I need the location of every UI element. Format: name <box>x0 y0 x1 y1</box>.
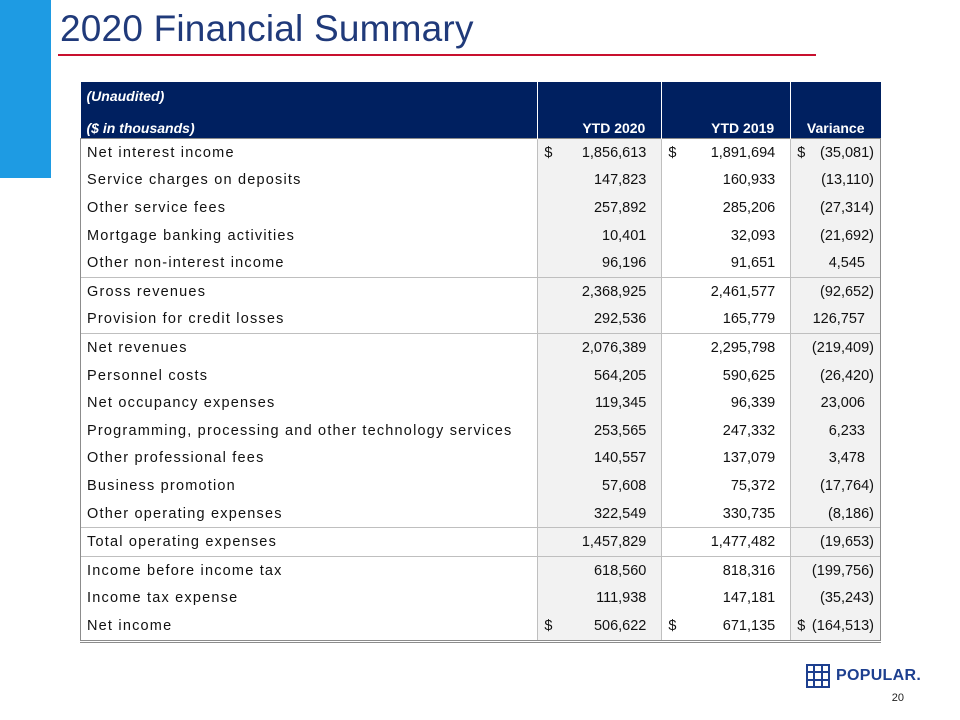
variance-value: (21,692) <box>819 227 874 244</box>
table-row <box>81 277 881 305</box>
ytd-2020-value-cell <box>538 222 662 250</box>
financial-summary-table <box>80 82 881 643</box>
ytd-2019-value: 2,295,798 <box>710 339 776 356</box>
variance-value: (27,314) <box>819 199 874 216</box>
ytd-2020-value-cell <box>538 334 662 362</box>
variance-value-cell <box>791 556 881 584</box>
ytd-2020-value-cell <box>538 417 662 445</box>
ytd-2019-value: 590,625 <box>722 367 776 384</box>
table-row <box>81 389 881 417</box>
ytd-2019-value-cell <box>662 139 791 167</box>
currency-symbol: $ <box>797 617 806 634</box>
variance-value: (199,756) <box>811 562 874 579</box>
ytd-2020-value-cell <box>538 389 662 417</box>
ytd-2019-value: 75,372 <box>730 477 776 494</box>
title-divider <box>58 54 816 56</box>
table-row <box>81 556 881 584</box>
ytd-2020-value: 57,608 <box>602 477 647 494</box>
ytd-2019-value-cell <box>662 472 791 500</box>
popular-logo-text: POPULAR. <box>836 667 922 684</box>
ytd-2019-value-cell <box>662 277 791 305</box>
ytd-2019-value-cell <box>662 194 791 222</box>
ytd-2020-value-cell <box>538 167 662 195</box>
table-row <box>81 612 881 641</box>
ytd-2019-value-cell <box>662 417 791 445</box>
row-label: Total operating expenses <box>81 528 538 557</box>
ytd-2020-value-cell <box>538 306 662 334</box>
ytd-2019-value: 330,735 <box>722 505 776 522</box>
ytd-2019-value-cell <box>662 362 791 390</box>
ytd-2020-value: 618,560 <box>593 562 647 579</box>
row-label: Other service fees <box>81 194 538 222</box>
table-row <box>81 167 881 195</box>
ytd-2020-value: 96,196 <box>602 255 647 272</box>
ytd-2019-value-cell <box>662 500 791 528</box>
currency-symbol: $ <box>544 144 553 161</box>
ytd-2019-value-cell <box>662 556 791 584</box>
variance-value: (35,243) <box>819 590 874 607</box>
ytd-2020-value: 322,549 <box>593 505 647 522</box>
row-label: Income before income tax <box>81 556 538 584</box>
variance-value-cell <box>791 334 881 362</box>
row-label: Net income <box>81 612 538 641</box>
ytd-2020-value: 2,368,925 <box>581 283 647 300</box>
variance-value-cell <box>791 445 881 473</box>
ytd-2019-value: 671,135 <box>722 617 776 634</box>
row-label: Net occupancy expenses <box>81 389 538 417</box>
row-label: Other professional fees <box>81 445 538 473</box>
variance-value-cell <box>791 194 881 222</box>
ytd-2020-value-cell <box>538 585 662 613</box>
ytd-2019-value: 818,316 <box>722 562 776 579</box>
ytd-2019-value: 137,079 <box>722 450 776 467</box>
variance-value-cell <box>791 167 881 195</box>
table-row <box>81 334 881 362</box>
ytd-2019-value-cell <box>662 445 791 473</box>
ytd-2020-value-cell <box>538 528 662 557</box>
variance-value-cell <box>791 139 881 167</box>
row-label: Other non-interest income <box>81 249 538 277</box>
row-label: Personnel costs <box>81 362 538 390</box>
row-label: Income tax expense <box>81 585 538 613</box>
currency-symbol: $ <box>544 617 553 634</box>
ytd-2019-value-cell <box>662 222 791 250</box>
row-label: Service charges on deposits <box>81 167 538 195</box>
variance-value-cell <box>791 472 881 500</box>
ytd-2020-column-header: YTD 2020 <box>538 82 662 139</box>
unaudited-note: (Unaudited) <box>86 88 165 104</box>
ytd-2019-value: 96,339 <box>730 395 776 412</box>
row-label: Net revenues <box>81 334 538 362</box>
variance-value: (17,764) <box>819 477 874 494</box>
variance-value-cell <box>791 585 881 613</box>
ytd-2019-value-cell <box>662 528 791 557</box>
table-row <box>81 417 881 445</box>
ytd-2019-value-cell <box>662 306 791 334</box>
ytd-2019-column-header: YTD 2019 <box>662 82 791 139</box>
ytd-2020-value-cell <box>538 362 662 390</box>
row-label: Gross revenues <box>81 277 538 305</box>
table-row <box>81 472 881 500</box>
ytd-2020-value: 257,892 <box>593 199 647 216</box>
variance-value-cell <box>791 417 881 445</box>
ytd-2019-value: 247,332 <box>722 422 776 439</box>
table-row <box>81 194 881 222</box>
variance-column-header: Variance <box>791 82 881 139</box>
popular-logo <box>806 664 921 688</box>
ytd-2020-value-cell <box>538 612 662 641</box>
ytd-2020-value-cell <box>538 277 662 305</box>
table-row <box>81 306 881 334</box>
table-row <box>81 445 881 473</box>
variance-value: 4,545 <box>828 255 865 272</box>
ytd-2020-value: 1,856,613 <box>581 144 647 161</box>
variance-value: 6,233 <box>828 422 865 439</box>
table-row <box>81 528 881 557</box>
ytd-2019-value: 285,206 <box>722 199 776 216</box>
ytd-2020-value-cell <box>538 500 662 528</box>
ytd-2020-value: 111,938 <box>596 590 647 607</box>
variance-value: (35,081) <box>819 144 874 161</box>
ytd-2019-value-cell <box>662 389 791 417</box>
variance-value: (8,186) <box>828 505 874 522</box>
units-note: ($ in thousands) <box>86 120 195 136</box>
ytd-2019-value: 2,461,577 <box>710 283 776 300</box>
ytd-2019-value: 32,093 <box>730 227 776 244</box>
ytd-2020-value: 10,401 <box>602 227 647 244</box>
row-label: Net interest income <box>81 139 538 167</box>
table-row <box>81 585 881 613</box>
variance-value-cell <box>791 222 881 250</box>
table-row <box>81 362 881 390</box>
row-label: Programming, processing and other technology services <box>81 417 538 445</box>
ytd-2020-value-cell <box>538 249 662 277</box>
variance-value: (19,653) <box>819 534 874 551</box>
variance-value-cell <box>791 306 881 334</box>
popular-logo-mark <box>806 664 830 688</box>
ytd-2020-value: 292,536 <box>593 311 647 328</box>
ytd-2019-value-cell <box>662 334 791 362</box>
variance-value: 23,006 <box>820 395 865 412</box>
variance-value: (13,110) <box>821 172 874 189</box>
row-label: Mortgage banking activities <box>81 222 538 250</box>
table-header-row <box>81 82 881 139</box>
page-number: 20 <box>891 692 904 704</box>
currency-symbol: $ <box>668 617 677 634</box>
table-row <box>81 222 881 250</box>
ytd-2019-value-cell <box>662 167 791 195</box>
variance-value: (26,420) <box>819 367 874 384</box>
ytd-2019-value: 1,477,482 <box>710 534 776 551</box>
variance-value: (164,513) <box>811 617 874 634</box>
row-label: Provision for credit losses <box>81 306 538 334</box>
row-label: Business promotion <box>81 472 538 500</box>
variance-value-cell <box>791 249 881 277</box>
ytd-2020-value-cell <box>538 139 662 167</box>
label-column-header <box>81 82 538 139</box>
ytd-2020-value: 119,345 <box>595 395 647 412</box>
ytd-2019-value: 1,891,694 <box>710 144 776 161</box>
ytd-2019-value: 160,933 <box>722 172 776 189</box>
variance-value-cell <box>791 528 881 557</box>
row-label: Other operating expenses <box>81 500 538 528</box>
ytd-2019-value-cell <box>662 585 791 613</box>
table-row <box>81 500 881 528</box>
variance-value: (219,409) <box>811 339 874 356</box>
variance-value-cell <box>791 277 881 305</box>
variance-value: (92,652) <box>819 283 874 300</box>
ytd-2019-value-cell <box>662 249 791 277</box>
side-accent-bar <box>0 0 51 178</box>
currency-symbol: $ <box>668 144 677 161</box>
ytd-2019-value: 91,651 <box>730 255 776 272</box>
ytd-2020-value: 2,076,389 <box>581 339 647 356</box>
currency-symbol: $ <box>797 144 806 161</box>
variance-value-cell <box>791 612 881 641</box>
ytd-2019-value: 147,181 <box>722 590 776 607</box>
ytd-2020-value: 253,565 <box>593 422 647 439</box>
ytd-2019-value-cell <box>662 612 791 641</box>
ytd-2020-value-cell <box>538 445 662 473</box>
variance-value-cell <box>791 500 881 528</box>
ytd-2020-value-cell <box>538 556 662 584</box>
variance-value: 126,757 <box>812 311 865 328</box>
ytd-2020-value-cell <box>538 194 662 222</box>
table-row <box>81 249 881 277</box>
variance-value-cell <box>791 389 881 417</box>
ytd-2020-value: 506,622 <box>593 617 647 634</box>
ytd-2020-value-cell <box>538 472 662 500</box>
ytd-2020-value: 564,205 <box>593 367 647 384</box>
variance-value-cell <box>791 362 881 390</box>
ytd-2020-value: 140,557 <box>593 450 647 467</box>
ytd-2019-value: 165,779 <box>722 311 776 328</box>
variance-value: 3,478 <box>828 450 865 467</box>
table-row <box>81 139 881 167</box>
page-title: 2020 Financial Summary <box>60 8 474 49</box>
ytd-2020-value: 1,457,829 <box>581 534 647 551</box>
ytd-2020-value: 147,823 <box>593 172 647 189</box>
